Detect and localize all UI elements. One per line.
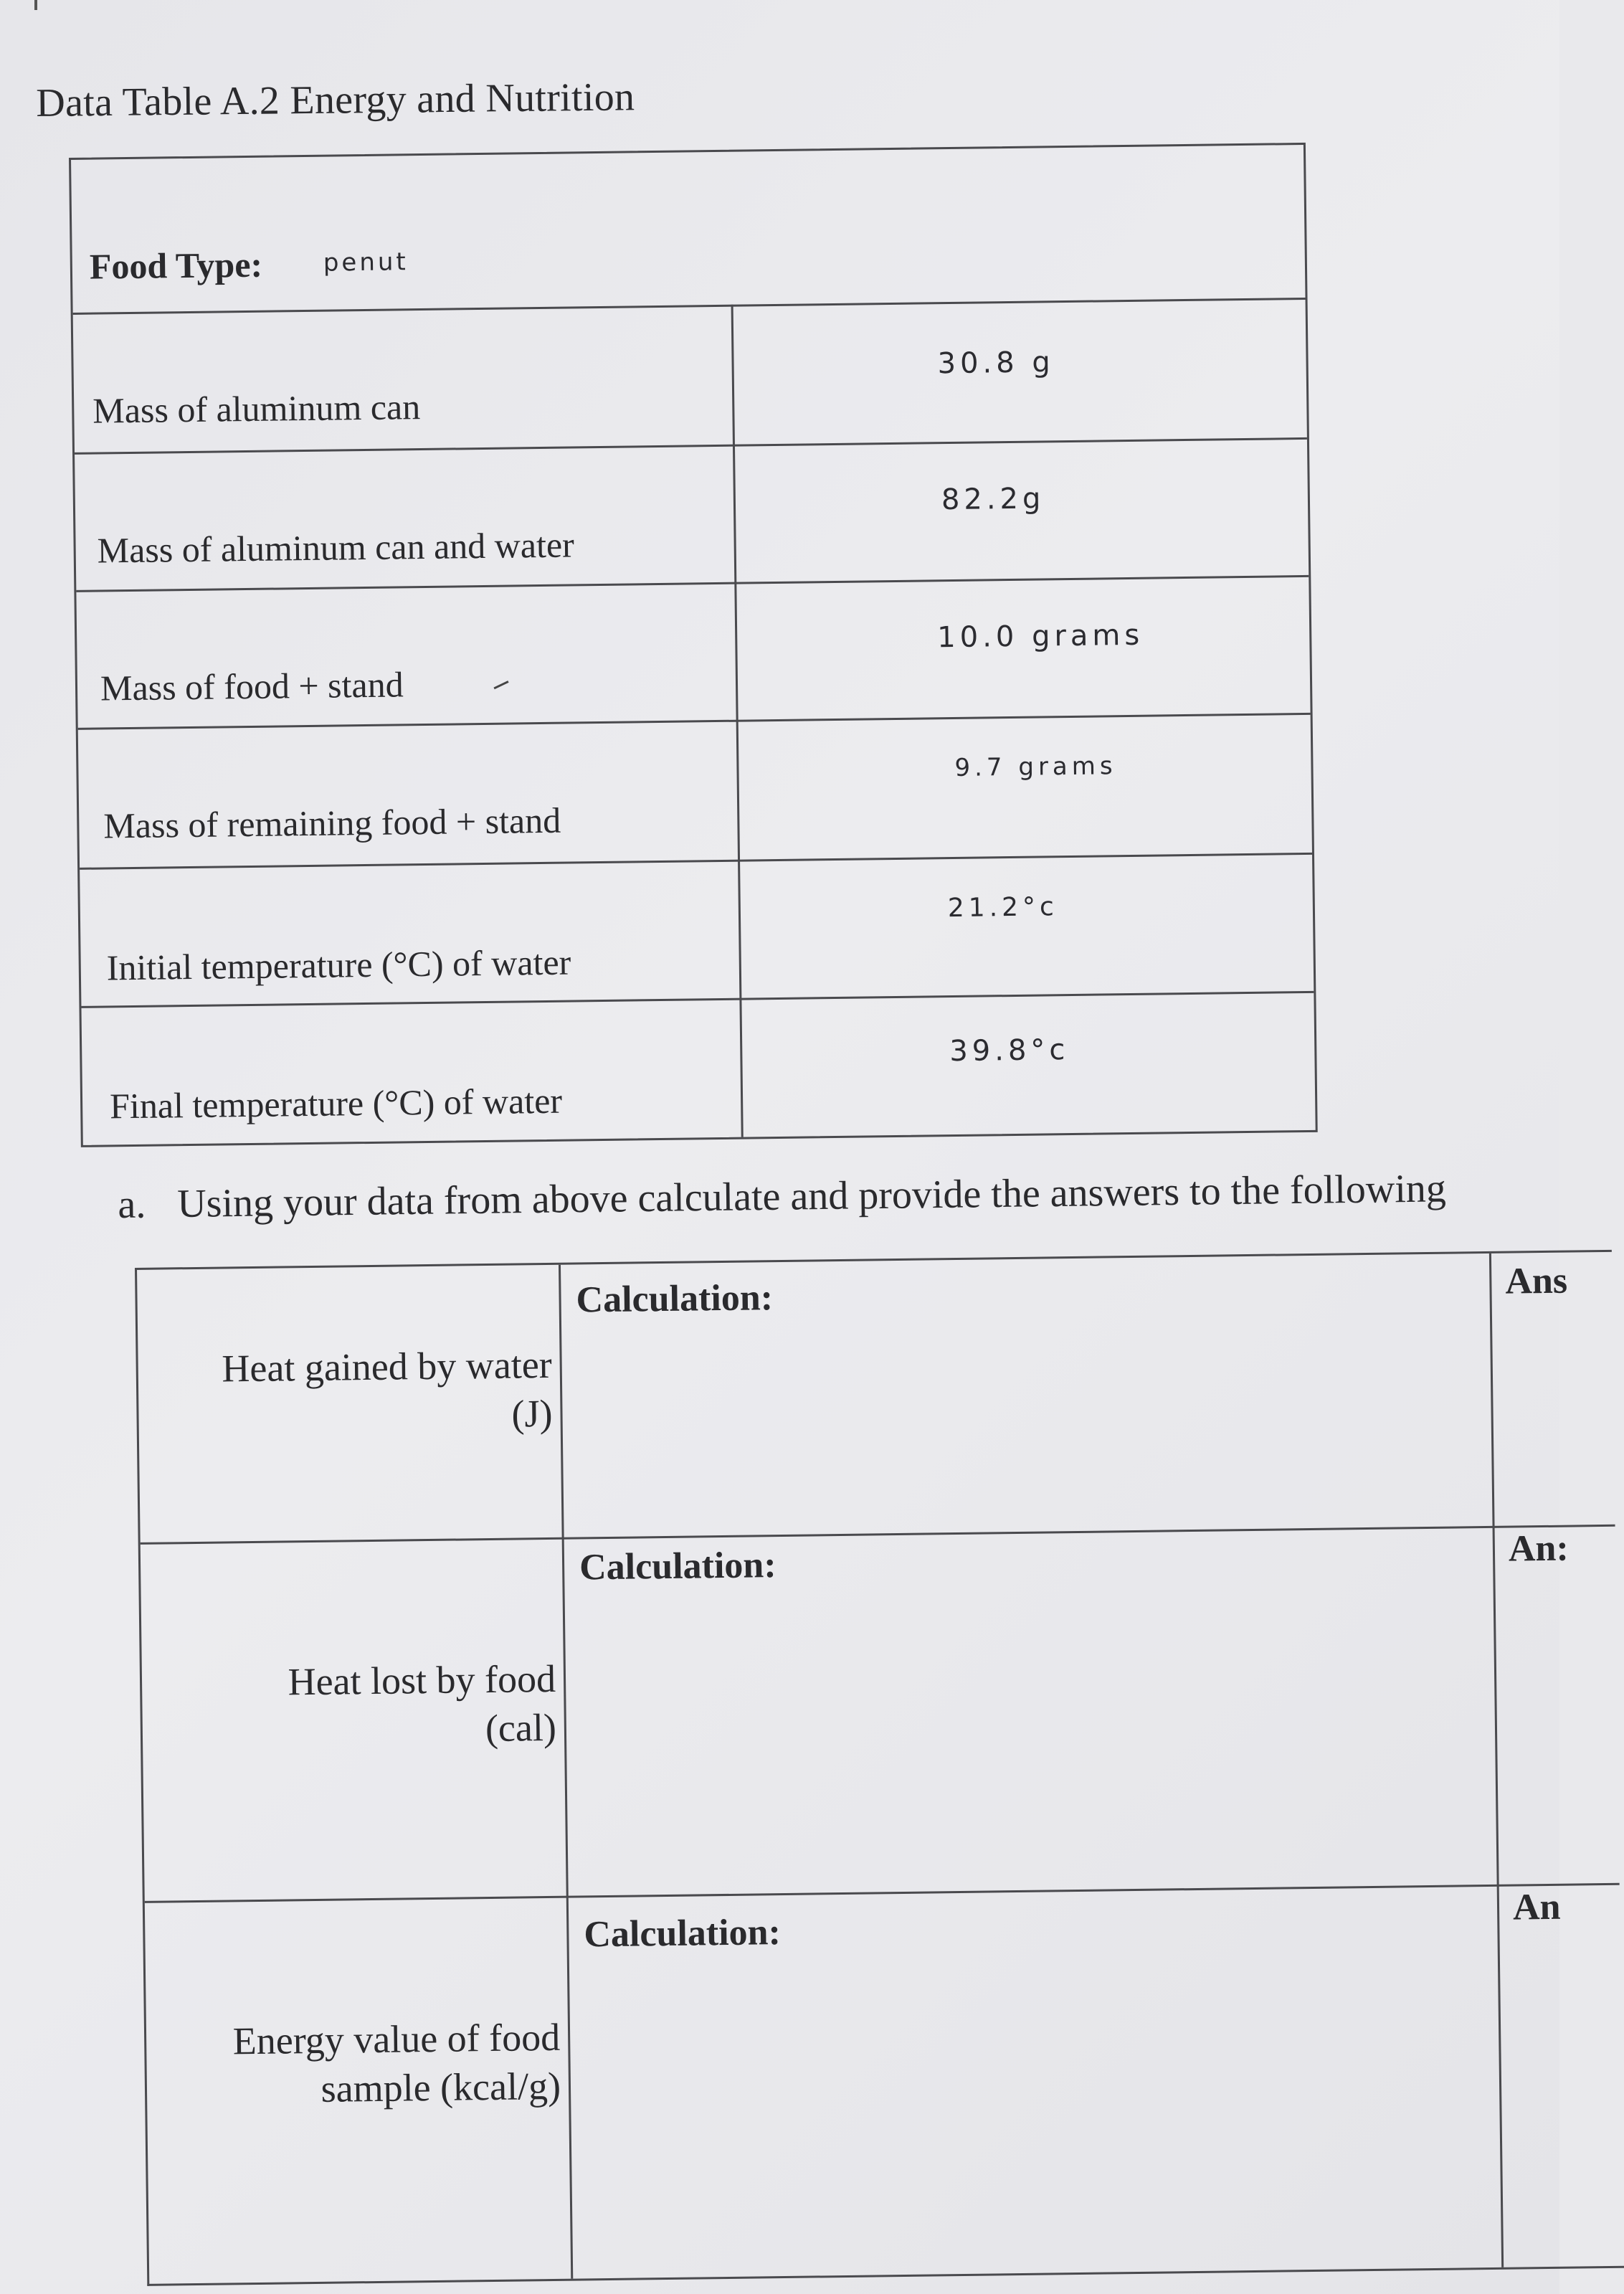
paper-edge-mark [34,0,37,10]
answer-label: Ans [1505,1260,1568,1302]
row-label: Initial temperature (°C) of water [106,942,571,988]
row-label: Final temperature (°C) of water [109,1080,563,1127]
table-row [73,298,1307,452]
calculation-label: Calculation: [579,1545,777,1588]
table-row [81,991,1315,1150]
row-label: Mass of aluminum can and water [97,524,575,571]
row-value: 30.8 g [937,346,1055,381]
data-table [69,143,1318,1147]
page-title: Data Table A.2 Energy and Nutrition [36,75,635,125]
row-value: 9.7 grams [954,752,1117,782]
calculation-table [135,1250,1624,2286]
question-label: Energy value of food sample (kcal/g) [232,2015,561,2110]
instructions [118,1165,1446,1228]
food-type-label: Food Type: [89,244,263,287]
answer-label: An [1512,1886,1561,1928]
check-mark [493,681,508,689]
row-value: 10.0 grams [936,618,1144,655]
row-value: 39.8°c [949,1033,1070,1068]
table-row [76,575,1310,728]
table-row [145,1883,1624,2288]
calculation-label: Calculation: [584,1912,782,1956]
row-label: Mass of aluminum can [92,387,421,431]
answer-label: An: [1508,1527,1570,1570]
row-value: 21.2°c [947,892,1059,924]
row-label: Mass of remaining food + stand [103,800,561,846]
table-row [80,853,1314,1006]
table-row [141,1525,1620,1901]
row-label: Mass of food + stand [100,664,404,708]
table-row [78,713,1312,868]
table-row [137,1252,1615,1542]
table-row [75,437,1309,590]
question-label: Heat lost by food (cal) [288,1656,557,1750]
instructions-text: Using your data from above calculate and provide the answers to the following [176,1166,1447,1226]
food-type-value: penut [323,247,409,278]
item-letter: a. [118,1182,146,1227]
calculation-label: Calculation: [576,1277,774,1321]
question-label: Heat gained by water (J) [222,1342,553,1436]
row-value: 82.2g [941,482,1045,517]
